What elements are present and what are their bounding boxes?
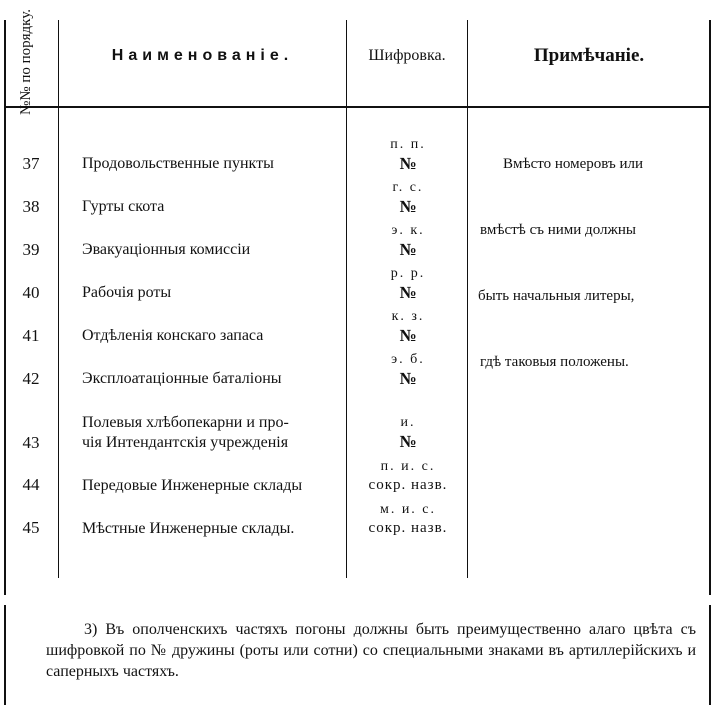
row-41-abbr: к. з. <box>391 309 425 324</box>
row-38-name: Гурты скота <box>82 198 165 215</box>
row-45-cipher <box>350 501 466 537</box>
row-38-mark: № <box>399 197 417 216</box>
row-42-cipher <box>350 351 466 389</box>
row-43-name <box>82 413 350 453</box>
row-43-name-line1: Полевыя хлѣбопекарни и про- <box>82 414 289 431</box>
header-rule <box>4 106 711 108</box>
header-name-col: Наименованіе. <box>111 47 294 64</box>
note-line-3: быть начальныя литеры, <box>478 288 635 304</box>
row-41-mark: № <box>399 326 417 345</box>
row-38-cipher <box>350 179 466 217</box>
row-43-cipher <box>350 414 466 452</box>
rule-num-name <box>58 20 59 578</box>
row-44-full: сокр. назв. <box>368 477 448 493</box>
row-39-number: 39 <box>22 240 40 259</box>
row-37-name: Продовольственные пункты <box>82 155 274 172</box>
row-44-abbr: п. и. с. <box>380 459 436 474</box>
row-43-abbr: и. <box>400 415 416 430</box>
row-45-number: 45 <box>22 518 40 537</box>
row-42-name: Эксплоатаціонные баталіоны <box>82 370 282 387</box>
row-43-name-line2: чія Интендантскія учрежденія <box>82 434 289 451</box>
row-41-name: Отдѣленія конскаго запаса <box>82 327 264 344</box>
row-39-abbr: э. к. <box>391 223 425 238</box>
header-note-col: Примѣчаніе. <box>533 45 645 66</box>
row-45-abbr: м. и. с. <box>379 502 437 517</box>
row-37-cipher <box>350 136 466 174</box>
row-43-number: 43 <box>22 433 40 452</box>
row-44-number: 44 <box>22 475 40 494</box>
row-38-number: 38 <box>22 197 40 216</box>
row-40-name: Рабочія роты <box>82 284 172 301</box>
row-40-mark: № <box>399 283 417 302</box>
rule-footnote-left <box>4 605 6 705</box>
row-45-name: Мѣстные Инженерные склады. <box>82 520 295 537</box>
note-line-1: Вмѣсто номеровъ или <box>503 156 644 172</box>
note-line-4: гдѣ таковыя положены. <box>480 354 629 370</box>
row-42-abbr: э. б. <box>391 352 425 367</box>
row-41-number: 41 <box>22 326 40 345</box>
row-41-cipher <box>350 308 466 346</box>
row-42-mark: № <box>399 369 417 388</box>
header-number-label: №№ по порядку. <box>18 8 34 116</box>
rule-cipher-note <box>467 20 468 578</box>
header-cipher-col: Шифровка. <box>368 47 446 64</box>
row-37-abbr: п. п. <box>390 137 426 152</box>
footnote-paragraph: 3) Въ ополченскихъ частяхъ погоны должны быть преимущественно алаго цвѣта съ шифровкой по № дружины (роты или сотни) со специальными знаками въ артиллерійскихъ и саперныхъ частяхъ. <box>46 621 696 680</box>
rule-footnote-right <box>709 605 711 705</box>
row-43-mark: № <box>399 432 417 451</box>
row-37-number: 37 <box>22 154 40 173</box>
row-40-abbr: р. р. <box>390 266 426 281</box>
row-39-name: Эвакуаціонныя комиссіи <box>82 241 251 258</box>
row-39-mark: № <box>399 240 417 259</box>
row-44-name: Передовые Инженерные склады <box>82 477 303 494</box>
row-38-abbr: г. с. <box>392 180 424 195</box>
row-37-mark: № <box>399 154 417 173</box>
row-40-number: 40 <box>22 283 40 302</box>
note-line-2: вмѣстѣ съ ними должны <box>480 222 636 238</box>
row-42-number: 42 <box>22 369 40 388</box>
header-number-col <box>6 8 46 116</box>
row-39-cipher <box>350 222 466 260</box>
row-44-cipher <box>350 458 466 494</box>
row-40-cipher <box>350 265 466 303</box>
row-45-full: сокр. назв. <box>368 520 448 536</box>
